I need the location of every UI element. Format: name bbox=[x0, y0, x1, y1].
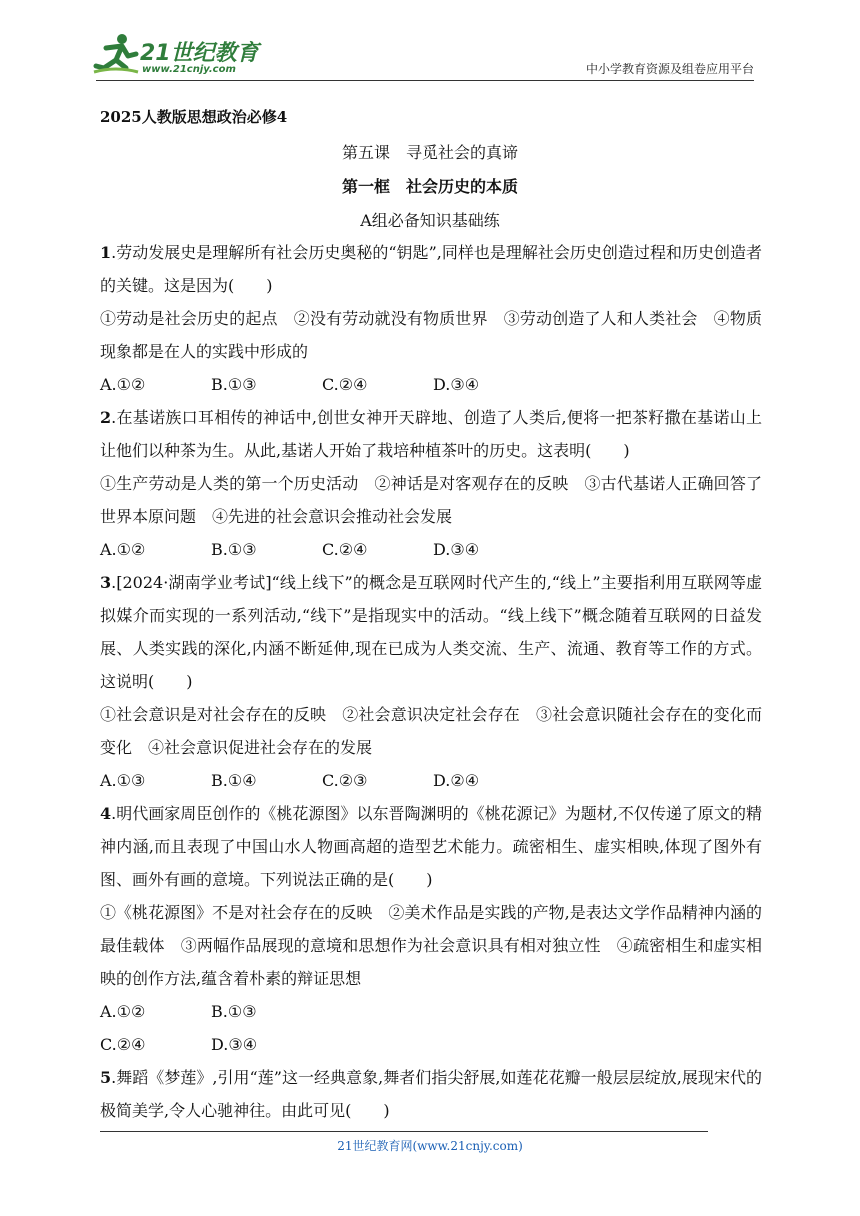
logo[interactable] bbox=[92, 32, 272, 78]
question-stem bbox=[100, 566, 762, 698]
option-b[interactable]: B.①③ bbox=[211, 1002, 257, 1021]
question-number: 4 bbox=[100, 804, 112, 823]
lesson-title: 第五课 寻觅社会的真谛 bbox=[341, 143, 518, 162]
runner-logo-icon bbox=[92, 32, 140, 76]
section-title: 第一框 社会历史的本质 bbox=[341, 177, 518, 196]
question-number: 3 bbox=[100, 573, 112, 592]
question-text: .[2024·湖南学业考试]“线上线下”的概念是互联网时代产生的,“线上”主要指利用互联网等虚拟媒介而实现的一系列活动,“线下”是指现实中的活动。“线上线下”概念随着互联网的日益发展、人类实践的深化,内涵不断延伸,现在已成为人类交流、生产、流通、教育等工作的方式。这说明( ) bbox=[100, 573, 762, 691]
option-d[interactable]: D.③④ bbox=[433, 540, 480, 559]
question-5 bbox=[100, 1061, 762, 1127]
option-a[interactable]: A.①② bbox=[100, 1002, 146, 1021]
document-title: 2025人教版思想政治必修4 bbox=[100, 108, 288, 126]
option-d[interactable]: D.③④ bbox=[211, 1035, 258, 1054]
option-a[interactable]: A.①② bbox=[100, 540, 146, 559]
question-number: 2 bbox=[100, 408, 112, 427]
question-statements: ①劳动是社会历史的起点 ②没有劳动就没有物质世界 ③劳动创造了人和人类社会 ④物质现象都是在人的实践中形成的 bbox=[100, 309, 762, 361]
question-4 bbox=[100, 797, 762, 1061]
question-stem bbox=[100, 797, 762, 896]
option-c[interactable]: C.②④ bbox=[322, 375, 368, 394]
option-c[interactable]: C.②③ bbox=[322, 771, 368, 790]
question-text: .劳动发展史是理解所有社会历史奥秘的“钥匙”,同样也是理解社会历史创造过程和历史创造者的关键。这是因为( ) bbox=[100, 243, 762, 295]
answer-options bbox=[100, 764, 762, 797]
footer-link[interactable]: 21世纪教育网(www.21cnjy.com) bbox=[337, 1139, 523, 1153]
question-1 bbox=[100, 236, 762, 401]
question-statements: ①《桃花源图》不是对社会存在的反映 ②美术作品是实践的产物,是表达文学作品精神内涵的最佳载体 ③两幅作品展现的意境和思想作为社会意识具有相对独立性 ④疏密相生和虚实相映的创作方法,蕴含着朴素的辩证思想 bbox=[100, 903, 762, 988]
question-statements: ①社会意识是对社会存在的反映 ②社会意识决定社会存在 ③社会意识随社会存在的变化而变化 ④社会意识促进社会存在的发展 bbox=[100, 705, 762, 757]
option-b[interactable]: B.①③ bbox=[211, 375, 257, 394]
footer-divider bbox=[100, 1131, 708, 1132]
question-text: .明代画家周臣创作的《桃花源图》以东晋陶渊明的《桃花源记》为题材,不仅传递了原文的精神内涵,而且表现了中国山水人物画高超的造型艺术能力。疏密相生、虚实相映,体现了图外有图、画外有画的意境。下列说法正确的是( ) bbox=[100, 804, 762, 889]
header-divider bbox=[96, 80, 754, 81]
question-text: .在基诺族口耳相传的神话中,创世女神开天辟地、创造了人类后,便将一把茶籽撒在基诺山上让他们以种茶为生。从此,基诺人开始了栽培种植茶叶的历史。这表明( ) bbox=[100, 408, 762, 460]
answer-options bbox=[100, 368, 762, 401]
question-stem bbox=[100, 401, 762, 467]
option-a[interactable]: A.①② bbox=[100, 375, 146, 394]
option-d[interactable]: D.②④ bbox=[433, 771, 480, 790]
question-number: 1 bbox=[100, 243, 112, 262]
question-number: 5 bbox=[100, 1068, 112, 1087]
question-3 bbox=[100, 566, 762, 797]
option-d[interactable]: D.③④ bbox=[433, 375, 480, 394]
logo-url: www.21cnjy.com bbox=[142, 64, 236, 75]
option-c[interactable]: C.②④ bbox=[100, 1035, 146, 1054]
group-title: A组必备知识基础练 bbox=[360, 211, 500, 230]
question-statements: ①生产劳动是人类的第一个历史活动 ②神话是对客观存在的反映 ③古代基诺人正确回答了世界本原问题 ④先进的社会意识会推动社会发展 bbox=[100, 474, 762, 526]
option-b[interactable]: B.①④ bbox=[211, 771, 257, 790]
answer-options-row-2 bbox=[100, 1028, 762, 1061]
question-text: .舞蹈《梦莲》,引用“莲”这一经典意象,舞者们指尖舒展,如莲花花瓣一般层层绽放,展现宋代的极简美学,令人心驰神往。由此可见( ) bbox=[100, 1068, 762, 1120]
platform-name: 中小学教育资源及组卷应用平台 bbox=[585, 62, 754, 76]
logo-text: 21世纪教育 bbox=[140, 41, 259, 66]
question-2 bbox=[100, 401, 762, 566]
option-c[interactable]: C.②④ bbox=[322, 540, 368, 559]
answer-options-row-1 bbox=[100, 995, 762, 1028]
questions-area bbox=[100, 236, 762, 1127]
question-stem bbox=[100, 1061, 762, 1127]
question-stem bbox=[100, 236, 762, 302]
answer-options bbox=[100, 533, 762, 566]
option-a[interactable]: A.①③ bbox=[100, 771, 146, 790]
option-b[interactable]: B.①③ bbox=[211, 540, 257, 559]
page-header bbox=[0, 0, 860, 90]
